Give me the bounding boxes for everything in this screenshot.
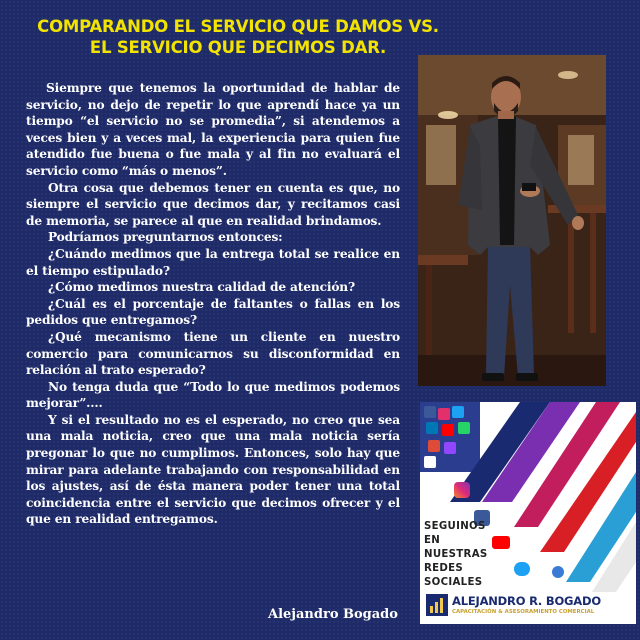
youtube-icon[interactable] [492,536,510,549]
paragraph: Siempre que tenemos la oportunidad de hablar de servicio, no dejo de repetir lo que aprendí hace ya un tiempo “el servicio no se promedia”, si atendemos a veces bien y a veces mal, la experiencia para quien fue atendido fue buena o fue mala y al fin no evaluará el servicio como “más o menos”. [26,81,400,178]
author-photo [418,55,606,386]
brand-tagline: CAPACITACIÓN & ASESORAMIENTO COMERCIAL [452,609,595,615]
paragraph: ¿Qué mecanismo tiene un cliente en nuestro comercio para comunicarnos su disconformidad en relación al trato esperado? [26,329,400,378]
author-signature: Alejandro Bogado [268,607,398,622]
follow-line: SEGUINOS [424,521,486,532]
paragraph: Otra cosa que debemos tener en cuenta es que, no siempre el servicio que decimos dar, y recitamos casi de memoria, se parece al que en realidad brindamos. [26,180,400,228]
brand-logo [422,592,634,620]
follow-line: REDES [424,563,464,574]
article-body [26,80,400,528]
web-icon[interactable] [552,566,564,578]
social-stripes-graphic [420,402,636,624]
paragraph: ¿Cómo medimos nuestra calidad de atención? [48,280,355,295]
title-line-2: EL SERVICIO QUE DECIMOS DAR. [89,38,387,57]
follow-line: NUESTRAS [424,549,488,560]
follow-us-text [424,520,488,590]
social-media-card [420,402,636,624]
paragraph: Y si el resultado no es el esperado, no creo que sea una mala noticia, creo que una mala noticia sería pregonar lo que no cumplimos. Entonces, solo hay que mirar para adelante trabajando con responsabilidad en los ajustes, así de ésta manera poder tener una total coincidencia entre el servicio que decimos ofrecer y el que en realidad entregamos. [26,412,400,527]
paragraph: ¿Cuál es el porcentaje de faltantes o fallas en los pedidos que entregamos? [26,296,400,328]
brand-name: ALEJANDRO R. BOGADO [452,594,601,608]
bar-chart-icon [426,594,448,616]
follow-line: EN [424,535,441,546]
instagram-icon[interactable] [454,482,470,498]
title-line-1: COMPARANDO EL SERVICIO QUE DAMOS VS. [37,17,439,36]
follow-line: SOCIALES [424,577,483,588]
author-photo-illustration [418,55,606,386]
paragraph: No tenga duda que “Todo lo que medimos podemos mejorar”.... [26,379,400,411]
paragraph: Podríamos preguntarnos entonces: [48,230,283,245]
paragraph: ¿Cuándo medimos que la entrega total se realice en el tiempo estipulado? [26,246,400,278]
twitter-icon[interactable] [514,562,530,576]
poster-title [18,16,458,58]
